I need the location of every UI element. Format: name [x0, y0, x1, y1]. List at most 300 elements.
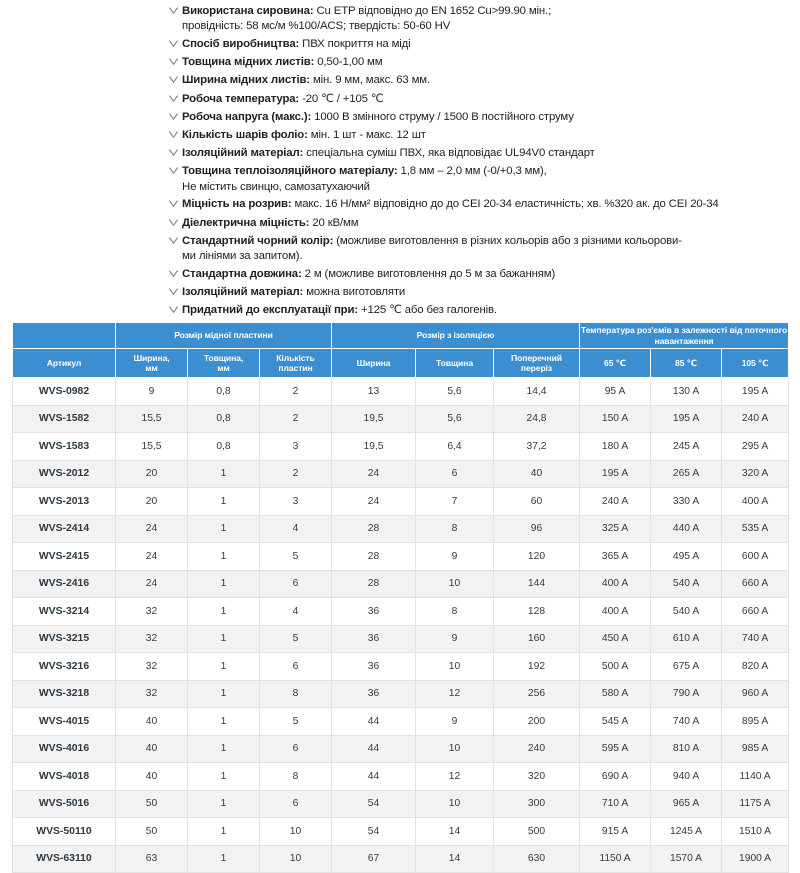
spec-item-label: Придатний до експлуатації при:: [182, 304, 358, 317]
table-cell: 50: [116, 790, 188, 818]
table-cell: 24: [332, 460, 416, 488]
table-cell: 500 A: [580, 653, 651, 681]
table-cell: 1: [188, 488, 260, 516]
table-cell: 19,5: [332, 405, 416, 433]
table-row: [13, 515, 789, 543]
table-cell: 200: [494, 708, 580, 736]
table-cell: 0,8: [188, 405, 260, 433]
spec-item-label: Діелектрична міцність:: [182, 216, 310, 229]
table-cell: 1: [188, 845, 260, 873]
table-cell: 10: [260, 818, 332, 846]
spec-item-value: (можливе виготовлення в різних кольорів або з різними кольорови-: [333, 234, 682, 247]
spec-item-value: +125 ℃ або без галогенів.: [357, 304, 497, 317]
cell-article: WVS-3216: [13, 653, 116, 681]
spec-item: [168, 146, 796, 162]
table-cell: 32: [116, 653, 188, 681]
table-cell: 6,4: [416, 433, 494, 461]
chevron-down-icon: [168, 304, 182, 319]
table-row: [13, 378, 789, 406]
table-cell: 28: [332, 515, 416, 543]
table-column-header-row: [13, 349, 789, 378]
col-header-temp-105: 105 ℃: [722, 349, 789, 378]
table-cell: 63: [116, 845, 188, 873]
table-cell: 265 A: [651, 460, 722, 488]
table-cell: 1140 A: [722, 763, 789, 791]
table-cell: 1: [188, 653, 260, 681]
table-cell: 1900 A: [722, 845, 789, 873]
spec-item-body: [182, 234, 796, 265]
spec-item: [168, 285, 796, 301]
table-cell: 19,5: [332, 433, 416, 461]
table-cell: 1: [188, 680, 260, 708]
table-cell: 15,5: [116, 433, 188, 461]
spec-item: [168, 55, 796, 71]
table-cell: 60: [494, 488, 580, 516]
spec-item-continuation: Не містить свинцю, самозатухаючий: [182, 180, 370, 193]
table-cell: 14: [416, 818, 494, 846]
spec-item: [168, 216, 796, 232]
table-cell: 3: [260, 433, 332, 461]
spec-item: [168, 73, 796, 89]
cell-article: WVS-1582: [13, 405, 116, 433]
col-header-plate-count-l2: пластин: [278, 363, 313, 373]
spec-item-value: спеціальна суміш ПВХ, яка відповідає UL94V0 стандарт: [303, 147, 595, 160]
table-cell: 1: [188, 460, 260, 488]
table-cell: 740 A: [651, 708, 722, 736]
table-cell: 40: [116, 763, 188, 791]
table-cell: 610 A: [651, 625, 722, 653]
table-row: [13, 625, 789, 653]
table-cell: 300: [494, 790, 580, 818]
chevron-down-icon: [168, 147, 182, 162]
table-cell: 28: [332, 543, 416, 571]
table-row: [13, 845, 789, 873]
cell-article: WVS-50110: [13, 818, 116, 846]
spec-item: [168, 267, 796, 283]
table-cell: 9: [416, 543, 494, 571]
col-header-copper-thickness: [188, 349, 260, 378]
table-cell: 32: [116, 625, 188, 653]
table-cell: 960 A: [722, 680, 789, 708]
spec-item-label: Спосіб виробництва:: [182, 38, 300, 50]
table-cell: 940 A: [651, 763, 722, 791]
table-cell: 6: [260, 570, 332, 598]
spec-item: [168, 37, 796, 53]
specification-list: [168, 4, 796, 321]
table-cell: 0,8: [188, 433, 260, 461]
table-cell: 810 A: [651, 735, 722, 763]
spec-item-label: Ізоляційний матеріал:: [182, 147, 304, 160]
table-cell: 985 A: [722, 735, 789, 763]
specification-table: [12, 322, 789, 873]
table-cell: 4: [260, 515, 332, 543]
spec-item-label: Стандартна довжина:: [182, 267, 302, 280]
table-cell: 2: [260, 378, 332, 406]
table-cell: 500: [494, 818, 580, 846]
table-cell: 245 A: [651, 433, 722, 461]
spec-item-body: [182, 128, 796, 143]
table-cell: 6: [260, 735, 332, 763]
table-cell: 540 A: [651, 570, 722, 598]
spec-item-value: можна виготовляти: [303, 285, 406, 298]
col-header-ins-width: Ширина: [332, 349, 416, 378]
table-cell: 5,6: [416, 405, 494, 433]
col-header-copper-thickness-l2: мм: [217, 363, 230, 373]
table-cell: 24: [116, 543, 188, 571]
spec-item-value: 20 кВ/мм: [309, 216, 359, 229]
table-cell: 1175 A: [722, 790, 789, 818]
table-cell: 660 A: [722, 570, 789, 598]
spec-item-body: [182, 164, 796, 195]
table-cell: 8: [416, 598, 494, 626]
table-cell: 600 A: [722, 543, 789, 571]
cell-article: WVS-2414: [13, 515, 116, 543]
spec-item-body: [182, 146, 796, 161]
spec-item-value: мін. 1 шт - макс. 12 шт: [307, 128, 426, 141]
table-cell: 8: [416, 515, 494, 543]
table-cell: 50: [116, 818, 188, 846]
spec-item-value: мін. 9 мм, макс. 63 мм.: [309, 74, 430, 87]
spec-item-body: [182, 4, 796, 35]
spec-item-body: [182, 92, 796, 107]
table-cell: 6: [416, 460, 494, 488]
table-body: [13, 378, 789, 873]
table-row: [13, 763, 789, 791]
table-cell: 195 A: [722, 378, 789, 406]
spec-item-value: макс. 16 Н/мм² відповідно до до CEI 20-34 еластичність; хв. %320 ак. до CEI 20-34: [291, 198, 719, 211]
table-cell: 1: [188, 598, 260, 626]
table-cell: 1150 A: [580, 845, 651, 873]
table-cell: 240 A: [722, 405, 789, 433]
table-cell: 1570 A: [651, 845, 722, 873]
table-cell: 44: [332, 763, 416, 791]
table-cell: 240 A: [580, 488, 651, 516]
table-row: [13, 433, 789, 461]
spec-item-body: [182, 37, 796, 52]
spec-item-label: Товщина теплоізоляційного матеріалу:: [182, 165, 398, 178]
col-header-temp-85: 85 ℃: [651, 349, 722, 378]
cell-article: WVS-3215: [13, 625, 116, 653]
table-cell: 10: [260, 845, 332, 873]
table-cell: 5,6: [416, 378, 494, 406]
spec-item: [168, 4, 796, 35]
table-cell: 67: [332, 845, 416, 873]
table-cell: 40: [116, 708, 188, 736]
table-cell: 36: [332, 598, 416, 626]
table-cell: 1: [188, 708, 260, 736]
table-cell: 24: [332, 488, 416, 516]
table-cell: 710 A: [580, 790, 651, 818]
spec-item: [168, 110, 796, 126]
col-header-article: Артикул: [13, 349, 116, 378]
col-header-plate-count-l1: Кількість: [276, 352, 315, 363]
cell-article: WVS-2013: [13, 488, 116, 516]
spec-item-value: 1000 В змінного струму / 1500 В постійного струму: [311, 110, 574, 123]
table-row: [13, 680, 789, 708]
table-cell: 40: [494, 460, 580, 488]
spec-item-body: [182, 55, 796, 70]
table-row: [13, 653, 789, 681]
spec-item-value: ПВХ покриття на міді: [299, 38, 411, 50]
spec-item-body: [182, 267, 796, 282]
spec-item-label: Кількість шарів фоліо:: [182, 128, 308, 141]
table-cell: 8: [260, 763, 332, 791]
cell-article: WVS-2416: [13, 570, 116, 598]
chevron-down-icon: [168, 129, 182, 144]
table-cell: 580 A: [580, 680, 651, 708]
spec-item-label: Ізоляційний матеріал:: [182, 285, 304, 298]
table-row: [13, 460, 789, 488]
table-cell: 1: [188, 735, 260, 763]
table-cell: 540 A: [651, 598, 722, 626]
table-cell: 24,8: [494, 405, 580, 433]
table-cell: 535 A: [722, 515, 789, 543]
table-cell: 675 A: [651, 653, 722, 681]
table-cell: 128: [494, 598, 580, 626]
table-cell: 790 A: [651, 680, 722, 708]
cell-article: WVS-1583: [13, 433, 116, 461]
table-cell: 5: [260, 625, 332, 653]
table-head: [13, 323, 789, 378]
table-cell: 915 A: [580, 818, 651, 846]
cell-article: WVS-2415: [13, 543, 116, 571]
table-cell: 2: [260, 405, 332, 433]
table-cell: 1: [188, 625, 260, 653]
cell-article: WVS-3218: [13, 680, 116, 708]
table-cell: 14: [416, 845, 494, 873]
spec-item: [168, 164, 796, 195]
table-cell: 96: [494, 515, 580, 543]
table-cell: 95 A: [580, 378, 651, 406]
table-cell: 36: [332, 625, 416, 653]
table-cell: 180 A: [580, 433, 651, 461]
table-cell: 195 A: [651, 405, 722, 433]
table-cell: 0,8: [188, 378, 260, 406]
spec-item-value: -20 ℃ / +105 ℃: [299, 92, 384, 105]
table-cell: 44: [332, 735, 416, 763]
table-cell: 4: [260, 598, 332, 626]
col-header-copper-thickness-l1: Товщина,: [203, 352, 244, 363]
spec-item-label: Використана сировина:: [182, 5, 314, 17]
table-cell: 5: [260, 543, 332, 571]
chevron-down-icon: [168, 56, 182, 71]
table-cell: 1: [188, 790, 260, 818]
spec-item-continuation: провідність: 58 мс/м %100/ACS; твердість: 50-60 HV: [182, 20, 451, 33]
spec-item-body: [182, 110, 796, 125]
spec-item-label: Товщина мідних листів:: [182, 56, 315, 69]
col-header-ins-thickness: Товщина: [416, 349, 494, 378]
chevron-down-icon: [168, 268, 182, 283]
chevron-down-icon: [168, 74, 182, 89]
table-cell: 740 A: [722, 625, 789, 653]
table-cell: 295 A: [722, 433, 789, 461]
col-header-plate-count: [260, 349, 332, 378]
table-cell: 6: [260, 653, 332, 681]
table-cell: 10: [416, 570, 494, 598]
col-header-copper-width: [116, 349, 188, 378]
chevron-down-icon: [168, 93, 182, 108]
table-row: [13, 488, 789, 516]
table-cell: 256: [494, 680, 580, 708]
cell-article: WVS-3214: [13, 598, 116, 626]
spec-item-body: [182, 216, 796, 231]
table-cell: 690 A: [580, 763, 651, 791]
spec-item: [168, 303, 796, 319]
spec-item-label: Міцність на розрив:: [182, 198, 292, 211]
col-header-cross-section: [494, 349, 580, 378]
group-header-copper-size: Розмір мідної пластини: [116, 323, 332, 349]
table-cell: 20: [116, 460, 188, 488]
group-header-insulated-size: Розмір з ізоляцією: [332, 323, 580, 349]
spec-item: [168, 92, 796, 108]
table-cell: 1: [188, 543, 260, 571]
cell-article: WVS-0982: [13, 378, 116, 406]
table-cell: 325 A: [580, 515, 651, 543]
table-cell: 9: [416, 708, 494, 736]
table-cell: 320: [494, 763, 580, 791]
spec-item-value: 2 м (можливе виготовлення до 5 м за бажанням): [301, 267, 556, 280]
table-row: [13, 543, 789, 571]
chevron-down-icon: [168, 111, 182, 126]
table-cell: 144: [494, 570, 580, 598]
col-header-temp-65: 65 ℃: [580, 349, 651, 378]
table-cell: 10: [416, 790, 494, 818]
table-cell: 5: [260, 708, 332, 736]
table-cell: 400 A: [580, 598, 651, 626]
table-cell: 6: [260, 790, 332, 818]
table-row: [13, 735, 789, 763]
table-cell: 15,5: [116, 405, 188, 433]
table-cell: 28: [332, 570, 416, 598]
table-cell: 320 A: [722, 460, 789, 488]
table-cell: 32: [116, 598, 188, 626]
table-cell: 1: [188, 570, 260, 598]
table-cell: 54: [332, 790, 416, 818]
table-cell: 160: [494, 625, 580, 653]
spec-item-body: [182, 303, 796, 318]
table-cell: 36: [332, 653, 416, 681]
table-cell: 630: [494, 845, 580, 873]
spec-item-value: 0,50-1,00 мм: [314, 56, 383, 69]
table-cell: 660 A: [722, 598, 789, 626]
table-row: [13, 818, 789, 846]
table-row: [13, 570, 789, 598]
table-cell: 3: [260, 488, 332, 516]
table-cell: 120: [494, 543, 580, 571]
table-cell: 1245 A: [651, 818, 722, 846]
cell-article: WVS-5016: [13, 790, 116, 818]
spec-item-value: Cu ETP відповідно до EN 1652 Cu>99.90 мін.;: [313, 5, 552, 17]
table-cell: 12: [416, 763, 494, 791]
chevron-down-icon: [168, 217, 182, 232]
chevron-down-icon: [168, 198, 182, 213]
table-cell: 12: [416, 680, 494, 708]
spec-item-label: Ширина мідних листів:: [182, 74, 310, 87]
spec-item-label: Робоча температура:: [182, 92, 300, 105]
col-header-copper-width-l1: Ширина,: [133, 352, 170, 363]
spec-item-body: [182, 197, 796, 212]
cell-article: WVS-4018: [13, 763, 116, 791]
col-header-copper-width-l2: мм: [145, 363, 158, 373]
spec-item-continuation: ми лініями за запитом).: [182, 250, 303, 263]
spec-item: [168, 128, 796, 144]
col-header-cross-section-l2: переріз: [520, 363, 553, 373]
group-header-temperature: Температура роз'ємів в залежності від поточного навантаження: [580, 323, 789, 349]
table-cell: 7: [416, 488, 494, 516]
cell-article: WVS-63110: [13, 845, 116, 873]
cell-article: WVS-4016: [13, 735, 116, 763]
table-cell: 195 A: [580, 460, 651, 488]
chevron-down-icon: [168, 5, 182, 20]
table-cell: 240: [494, 735, 580, 763]
table-cell: 450 A: [580, 625, 651, 653]
chevron-down-icon: [168, 38, 182, 53]
table-cell: 54: [332, 818, 416, 846]
spec-item: [168, 197, 796, 213]
table-cell: 36: [332, 680, 416, 708]
table-cell: 9: [416, 625, 494, 653]
table-cell: 1: [188, 818, 260, 846]
spec-item-body: [182, 73, 796, 88]
table-cell: 32: [116, 680, 188, 708]
table-cell: 13: [332, 378, 416, 406]
table-cell: 37,2: [494, 433, 580, 461]
table-row: [13, 405, 789, 433]
spec-item-value: 1,8 мм – 2,0 мм (-0/+0,3 мм),: [397, 165, 547, 178]
table-cell: 545 A: [580, 708, 651, 736]
table-cell: 44: [332, 708, 416, 736]
group-header-spacer: [13, 323, 116, 349]
table-cell: 495 A: [651, 543, 722, 571]
table-cell: 1: [188, 515, 260, 543]
table-cell: 965 A: [651, 790, 722, 818]
table-cell: 10: [416, 735, 494, 763]
table-cell: 20: [116, 488, 188, 516]
chevron-down-icon: [168, 165, 182, 180]
table-cell: 820 A: [722, 653, 789, 681]
table-group-header-row: [13, 323, 789, 349]
table-cell: 130 A: [651, 378, 722, 406]
table-cell: 595 A: [580, 735, 651, 763]
spec-item: [168, 234, 796, 265]
table-cell: 192: [494, 653, 580, 681]
spec-item-body: [182, 285, 796, 300]
chevron-down-icon: [168, 286, 182, 301]
spec-item-label: Стандартний чорний колір:: [182, 234, 334, 247]
table-cell: 330 A: [651, 488, 722, 516]
table-cell: 14,4: [494, 378, 580, 406]
table-cell: 365 A: [580, 543, 651, 571]
table-cell: 40: [116, 735, 188, 763]
table-cell: 150 A: [580, 405, 651, 433]
cell-article: WVS-4015: [13, 708, 116, 736]
table-cell: 8: [260, 680, 332, 708]
table-row: [13, 790, 789, 818]
table-cell: 10: [416, 653, 494, 681]
table-cell: 2: [260, 460, 332, 488]
table-row: [13, 598, 789, 626]
table-cell: 24: [116, 515, 188, 543]
chevron-down-icon: [168, 235, 182, 250]
spec-item-label: Робоча напруга (макс.):: [182, 110, 312, 123]
table-cell: 24: [116, 570, 188, 598]
table-cell: 1: [188, 763, 260, 791]
specification-table-container: [12, 322, 788, 873]
table-row: [13, 708, 789, 736]
table-cell: 400 A: [722, 488, 789, 516]
cell-article: WVS-2012: [13, 460, 116, 488]
table-cell: 400 A: [580, 570, 651, 598]
